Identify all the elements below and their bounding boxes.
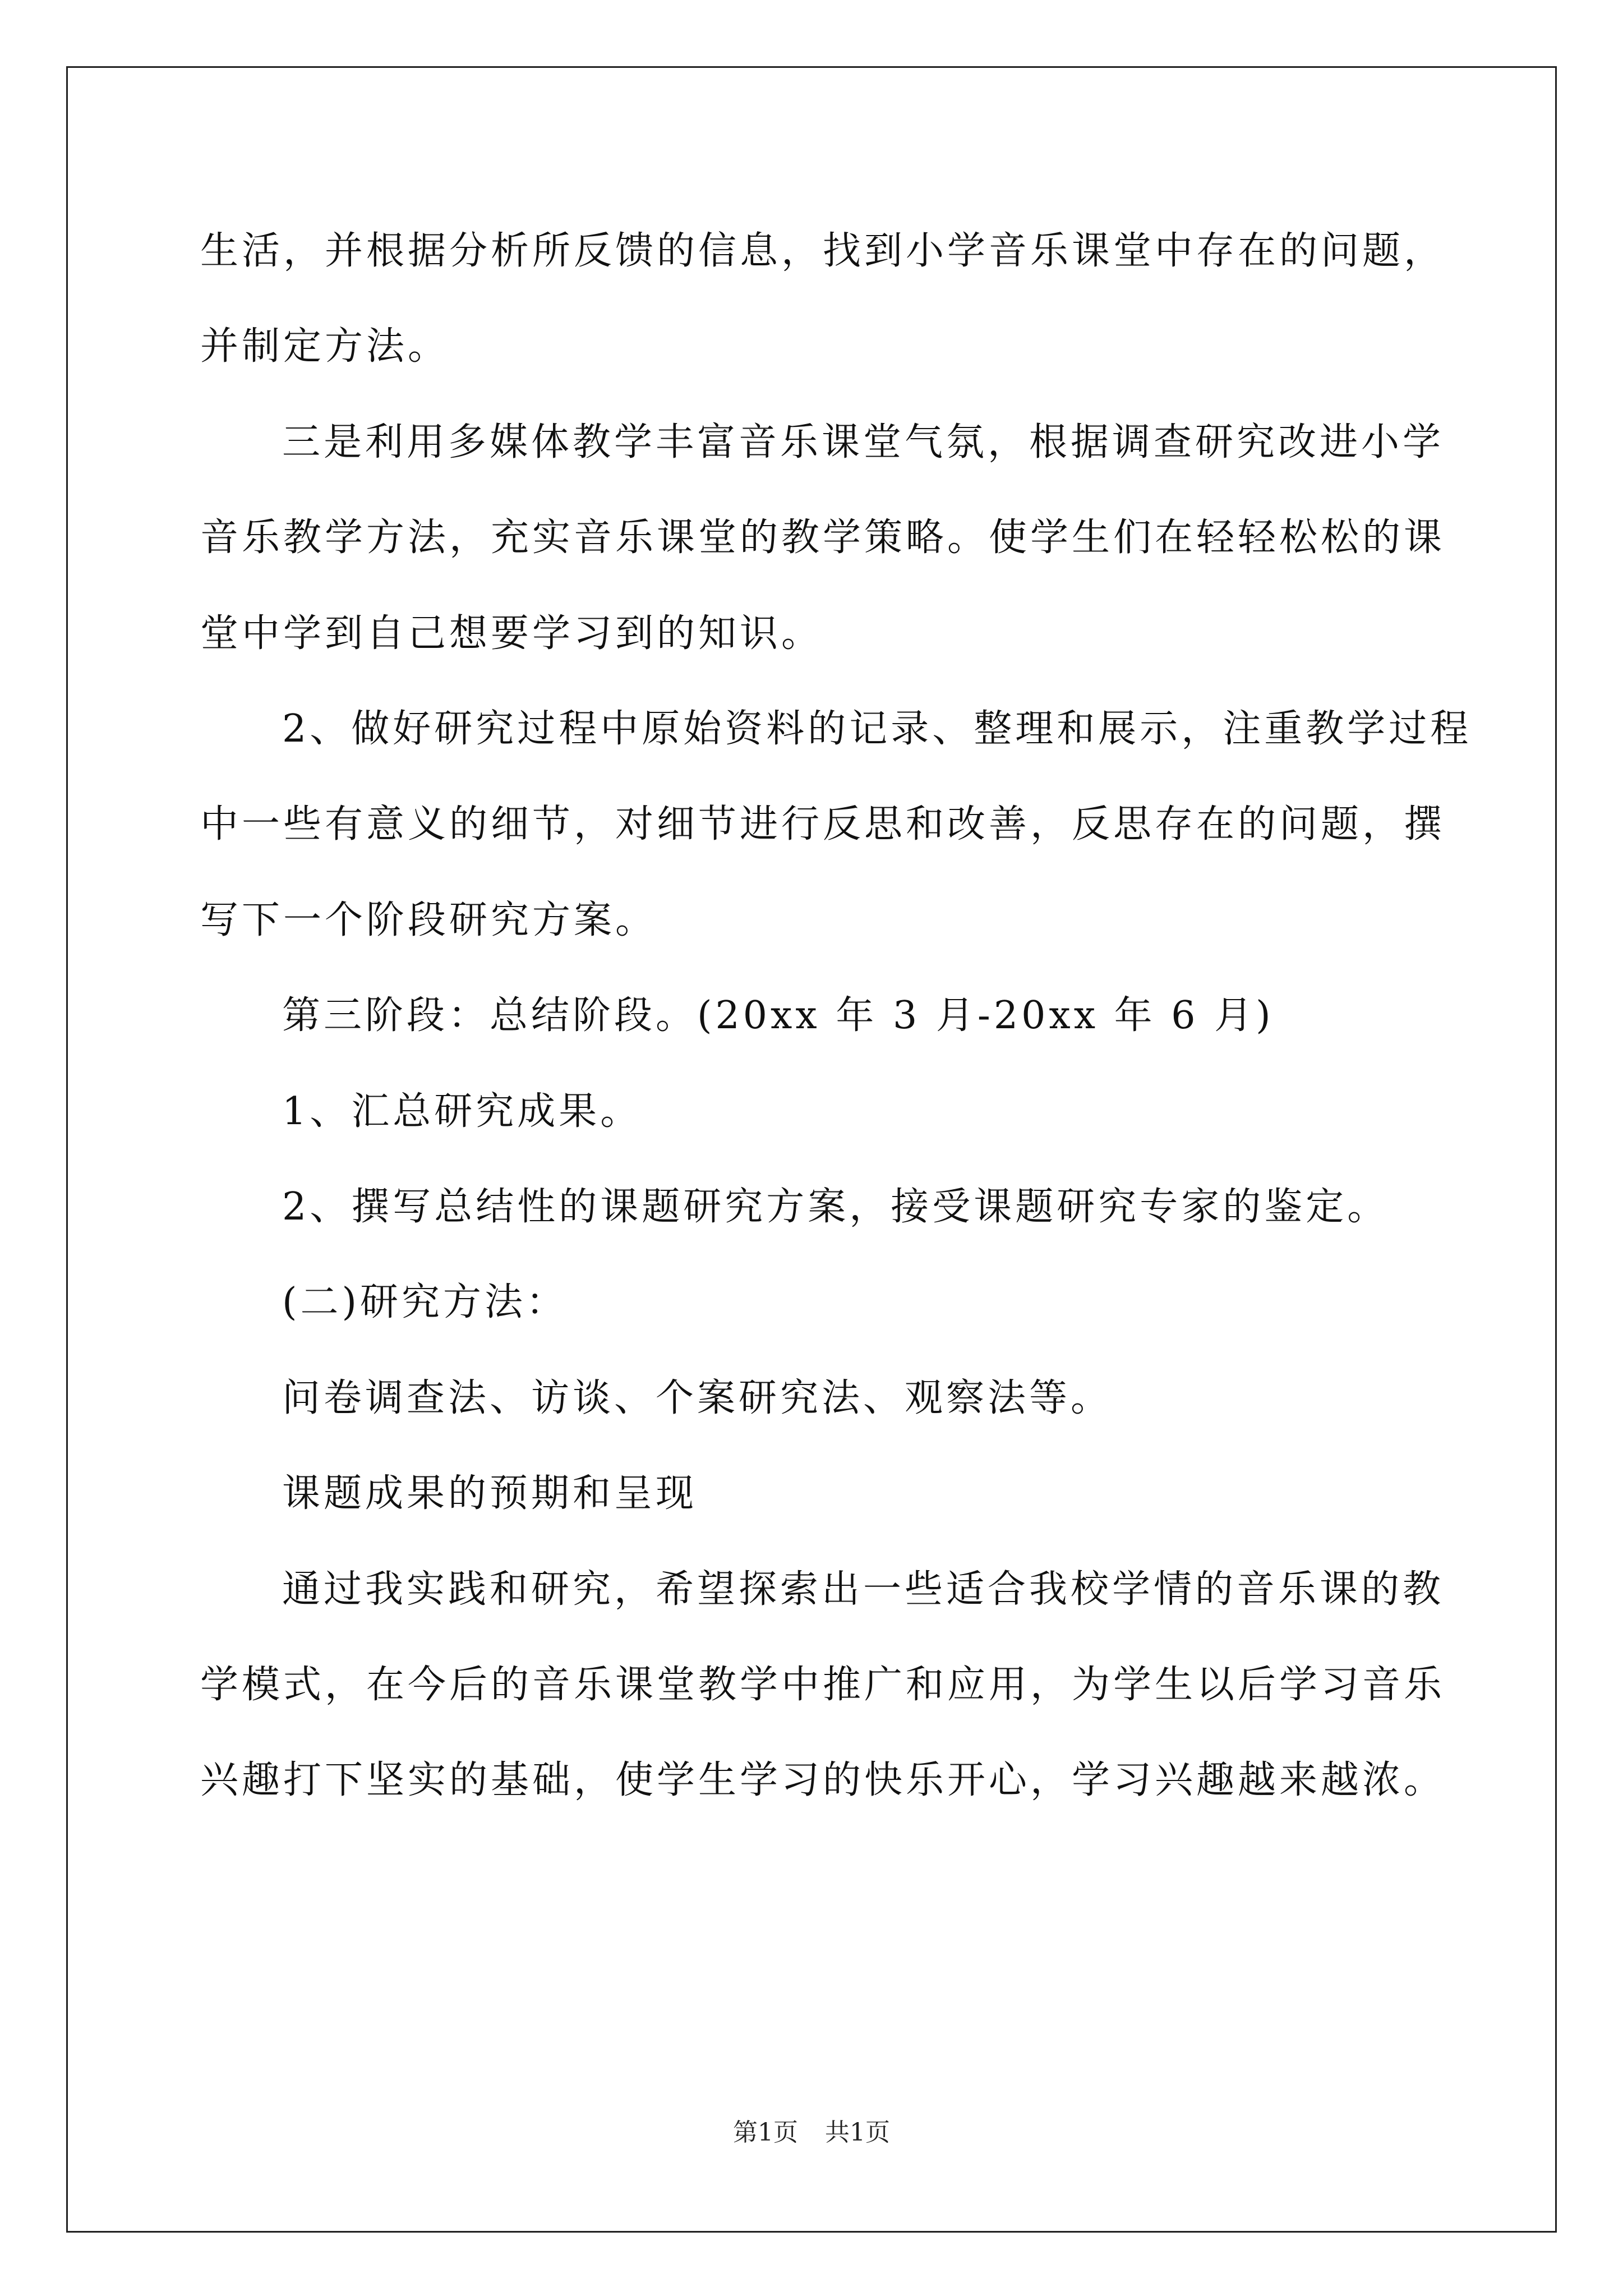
text-line: 问卷调查法、访谈、个案研究法、观察法等。 (282, 1376, 1113, 1420)
text-line: 三是利用多媒体教学丰富音乐课堂气氛，根据调查研究改进小学 (282, 420, 1445, 464)
text-line: 1、汇总研究成果。 (282, 1089, 642, 1134)
text-line: 通过我实践和研究，希望探索出一些适合我校学情的音乐课的教 (282, 1567, 1445, 1612)
text-line: 并制定方法。 (200, 324, 450, 369)
page-footer (0, 2116, 1623, 2150)
text-line: 课题成果的预期和呈现 (282, 1471, 698, 1516)
text-line: 生活，并根据分析所反馈的信息，找到小学音乐课堂中存在的问题， (200, 229, 1446, 273)
page-number-current: 第1页 (733, 2118, 798, 2147)
text-line: 中一些有意义的细节，对细节进行反思和改善，反思存在的问题，撰 (200, 802, 1446, 846)
text-line: 第三阶段：总结阶段。(20xx 年 3 月-20xx 年 6 月) (282, 993, 1274, 1038)
text-line: 2、做好研究过程中原始资料的记录、整理和展示，注重教学过程 (282, 707, 1472, 751)
text-line: 写下一个阶段研究方案。 (200, 898, 657, 942)
text-line: 音乐教学方法，充实音乐课堂的教学策略。使学生们在轻轻松松的课 (200, 516, 1446, 560)
page-number-total: 共1页 (825, 2118, 890, 2147)
text-line: 学模式，在今后的音乐课堂教学中推广和应用，为学生以后学习音乐 (200, 1663, 1446, 1707)
page-border (66, 66, 1557, 2233)
text-line: 堂中学到自己想要学习到的知识。 (200, 611, 823, 656)
text-line: 2、撰写总结性的课题研究方案，接受课题研究专家的鉴定。 (282, 1185, 1389, 1229)
text-line: 兴趣打下坚实的基础，使学生学习的快乐开心，学习兴趣越来越浓。 (200, 1758, 1446, 1802)
text-line: (二)研究方法： (282, 1280, 568, 1324)
